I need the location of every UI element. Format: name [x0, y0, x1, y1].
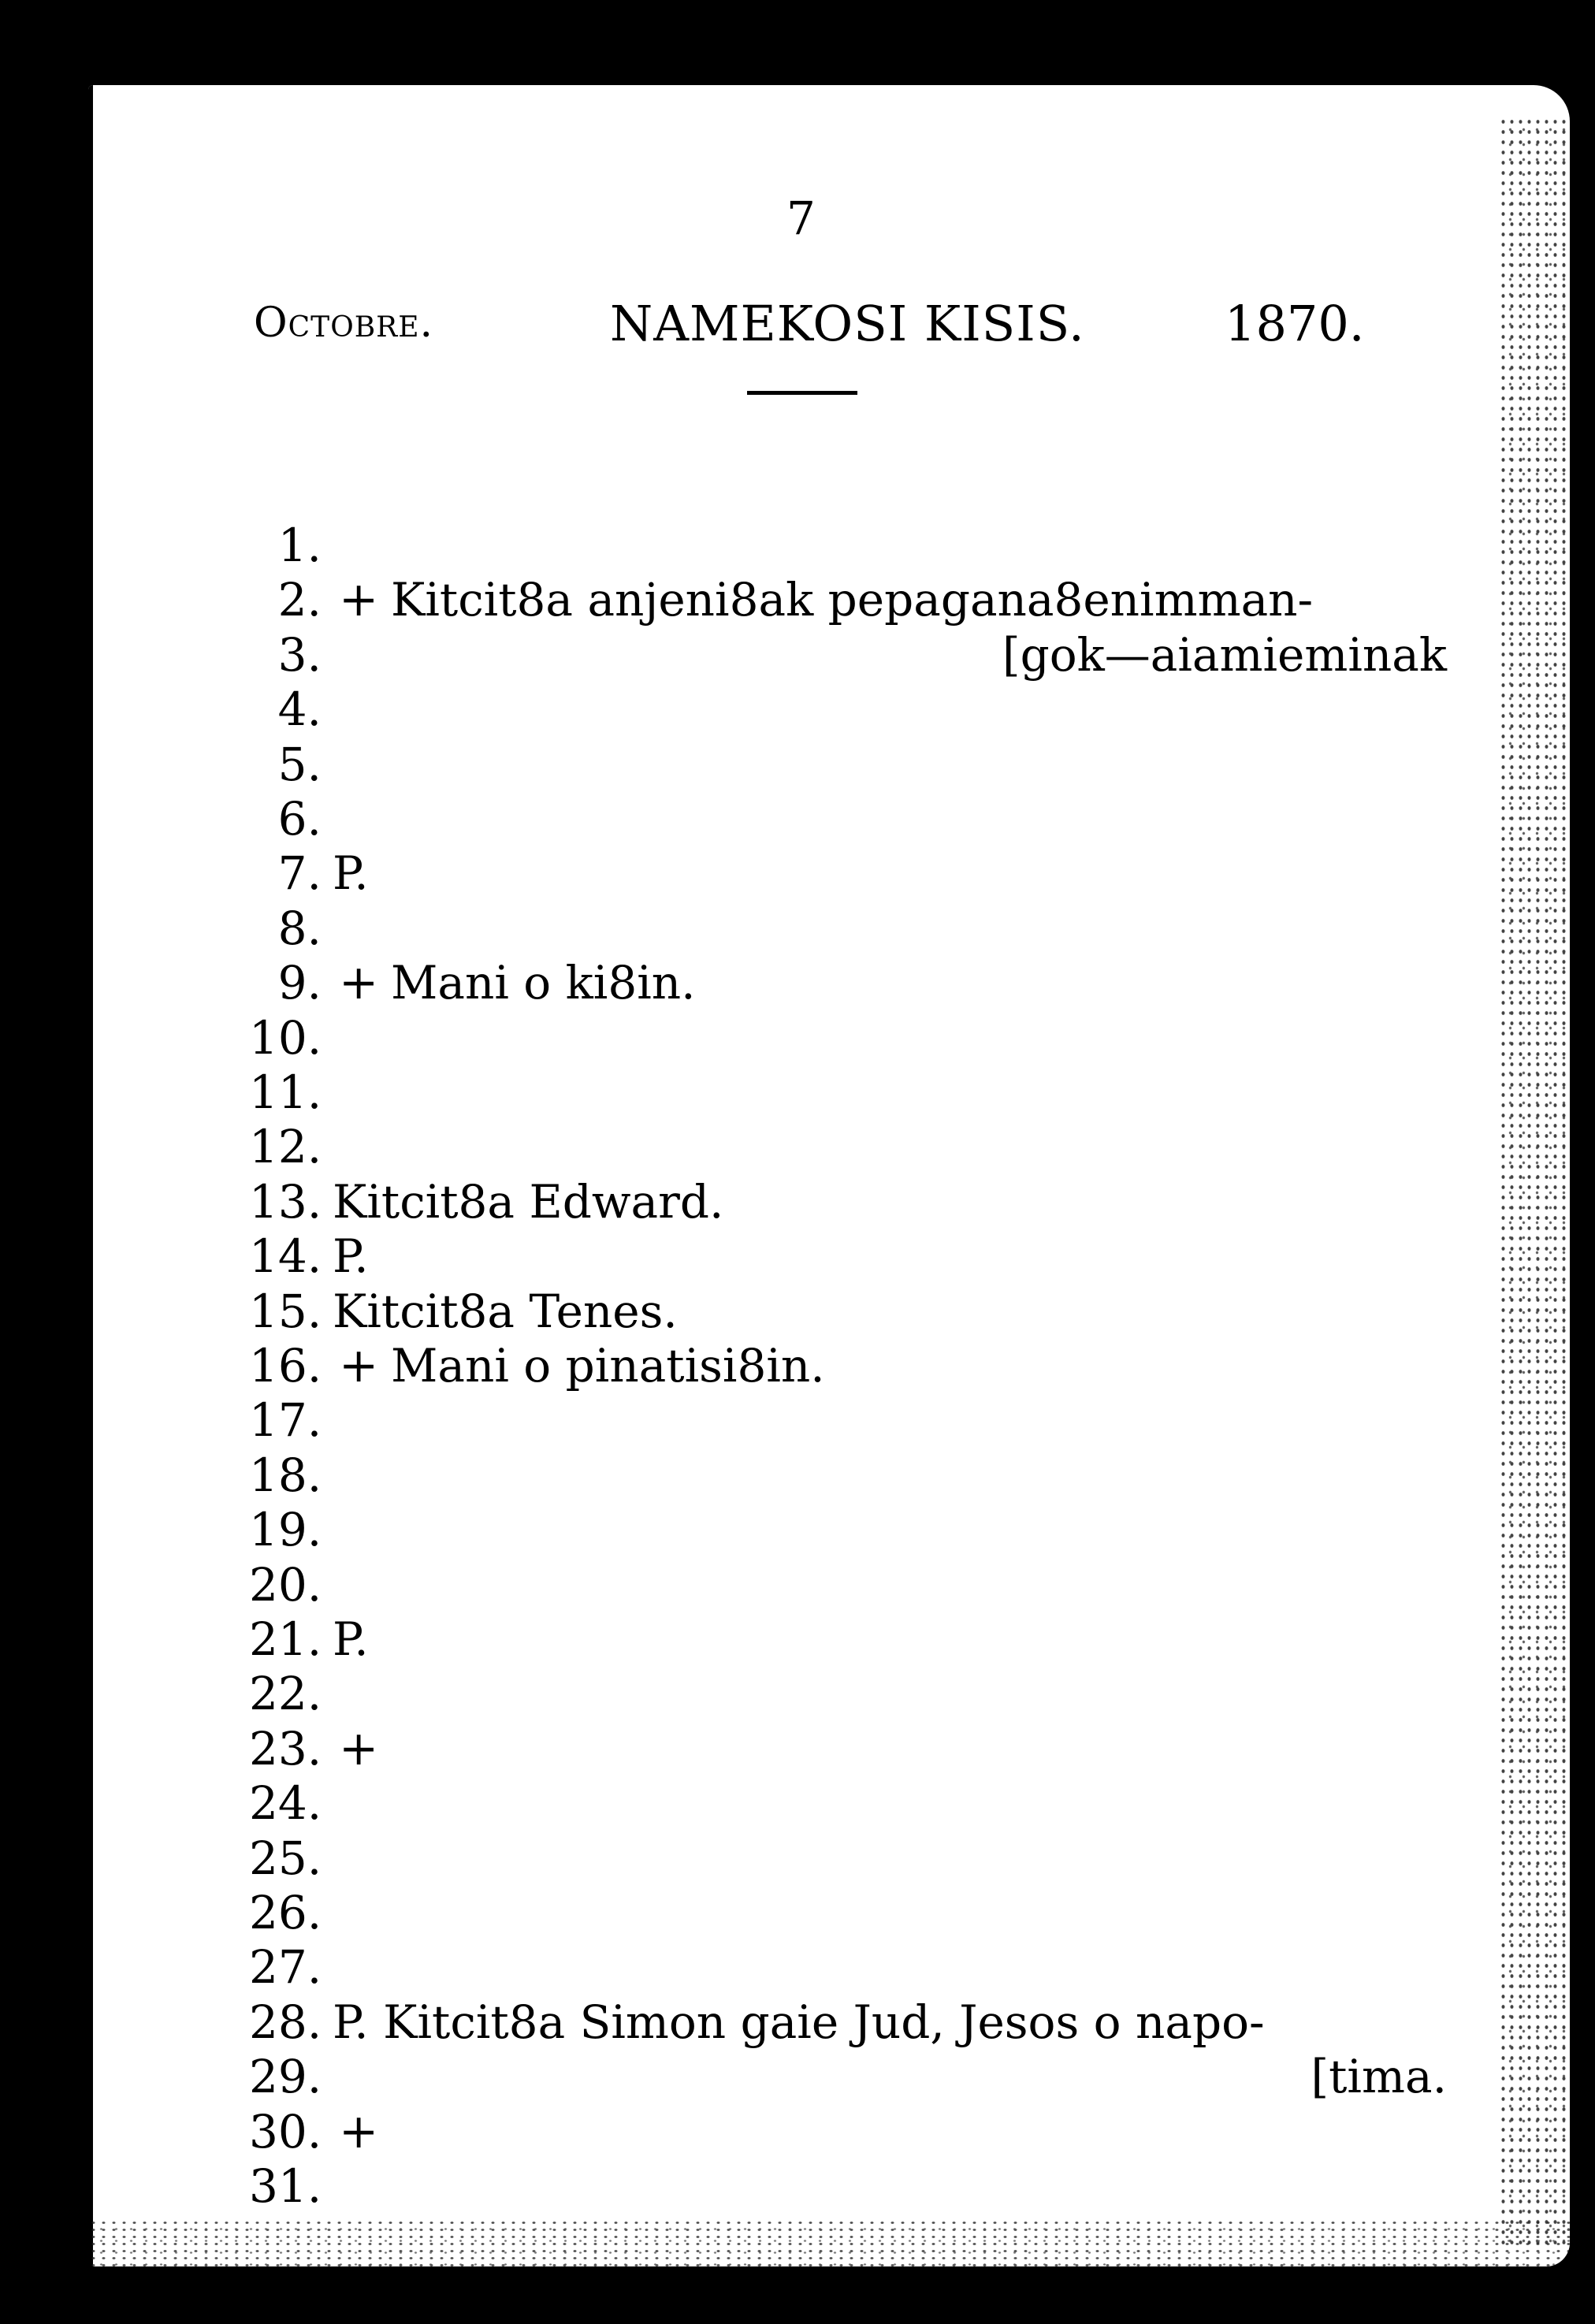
- day-number: 2.: [277, 573, 322, 627]
- header-divider: [747, 391, 857, 395]
- continuation-text: [tima.: [1311, 2050, 1447, 2104]
- day-number: 28.: [249, 1995, 322, 2049]
- day-text: P. Kitcit8a Simon gaie Jud, Jesos o napo-: [333, 1995, 1265, 2049]
- day-number: 4.: [277, 682, 322, 737]
- day-entry: [249, 1393, 1447, 1447]
- day-entry: [249, 2050, 1447, 2103]
- day-number: 1.: [277, 519, 322, 572]
- day-entry: [249, 1558, 1447, 1612]
- day-entry: [249, 1229, 1447, 1283]
- day-entry: [249, 1995, 1447, 2049]
- day-entry: [249, 956, 1447, 1010]
- day-number: 3.: [277, 627, 322, 682]
- day-text: Mani o pinatisi8in.: [391, 1339, 825, 1393]
- day-number: 10.: [249, 1010, 322, 1065]
- day-number: 20.: [249, 1557, 322, 1612]
- day-number: 22.: [249, 1667, 322, 1721]
- day-number: 15.: [249, 1284, 322, 1338]
- day-entry: [249, 1940, 1447, 1994]
- day-number: 12.: [249, 1120, 322, 1174]
- day-number: 29.: [249, 2050, 322, 2104]
- day-number: 11.: [249, 1065, 322, 1119]
- day-entry: [249, 2105, 1447, 2159]
- day-number: 9.: [277, 956, 322, 1010]
- day-entry: [249, 1285, 1447, 1338]
- day-entry: [249, 1065, 1447, 1119]
- day-entry: [249, 573, 1447, 627]
- day-text: Kitcit8a Edward.: [333, 1174, 724, 1229]
- day-number: 25.: [249, 1831, 322, 1885]
- day-entry: [249, 1448, 1447, 1502]
- day-number: 6.: [277, 792, 322, 846]
- feast-cross-mark: +: [339, 1338, 379, 1393]
- header-year: 1870.: [1225, 295, 1365, 352]
- day-text: Mani o ki8in.: [391, 956, 696, 1010]
- day-entry: [249, 1886, 1447, 1939]
- day-entry: [249, 792, 1447, 846]
- day-entry: [249, 846, 1447, 900]
- day-entry: [249, 1831, 1447, 1885]
- day-number: 24.: [249, 1776, 322, 1831]
- header-title: NAMEKOSI KISIS.: [610, 295, 1085, 352]
- day-number: 21.: [249, 1612, 322, 1666]
- day-number: 27.: [249, 1940, 322, 1995]
- day-entry: [249, 682, 1447, 736]
- day-entry: [249, 519, 1447, 572]
- worn-right-edge: [1499, 117, 1570, 2244]
- day-entry: [249, 1776, 1447, 1830]
- page-number: 7: [786, 191, 816, 245]
- feast-cross-mark: +: [339, 572, 379, 628]
- worn-bottom-edge: [88, 2219, 1570, 2266]
- feast-cross-mark: +: [339, 1720, 379, 1776]
- day-number: 5.: [277, 737, 322, 791]
- day-entry: [249, 1120, 1447, 1173]
- day-entry: [249, 1339, 1447, 1393]
- day-number: 7.: [277, 846, 322, 901]
- day-entry: [249, 738, 1447, 791]
- day-text: Kitcit8a anjeni8ak pepagana8enimman-: [391, 573, 1314, 627]
- day-text: P.: [333, 846, 369, 901]
- day-entry: [249, 1667, 1447, 1720]
- day-number: 16.: [249, 1339, 322, 1393]
- day-entry: [249, 1503, 1447, 1556]
- day-number: 8.: [277, 901, 322, 955]
- feast-cross-mark: +: [339, 2103, 379, 2159]
- day-number: 14.: [249, 1229, 322, 1284]
- day-entry: [249, 1612, 1447, 1666]
- header-month: Octobre.: [254, 299, 434, 347]
- day-number: 18.: [249, 1448, 322, 1502]
- day-number: 31.: [249, 2159, 322, 2213]
- day-number: 13.: [249, 1174, 322, 1229]
- day-number: 30.: [249, 2104, 322, 2159]
- feast-cross-mark: +: [339, 955, 379, 1011]
- day-number: 23.: [249, 1721, 322, 1776]
- day-entry: [249, 1175, 1447, 1229]
- day-text: P.: [333, 1229, 369, 1284]
- day-number: 17.: [249, 1393, 322, 1448]
- day-entry: [249, 2159, 1447, 2213]
- day-number: 26.: [249, 1886, 322, 1939]
- continuation-text: [gok—aiamieminak: [1002, 627, 1447, 682]
- day-entry: [249, 628, 1447, 682]
- day-entry: [249, 1722, 1447, 1776]
- day-entry: [249, 902, 1447, 955]
- day-text: Kitcit8a Tenes.: [333, 1284, 678, 1338]
- day-text: P.: [333, 1612, 369, 1666]
- day-number: 19.: [249, 1503, 322, 1557]
- day-entry: [249, 1011, 1447, 1065]
- book-page: [88, 85, 1570, 2266]
- page-gutter-edge: [88, 85, 93, 2266]
